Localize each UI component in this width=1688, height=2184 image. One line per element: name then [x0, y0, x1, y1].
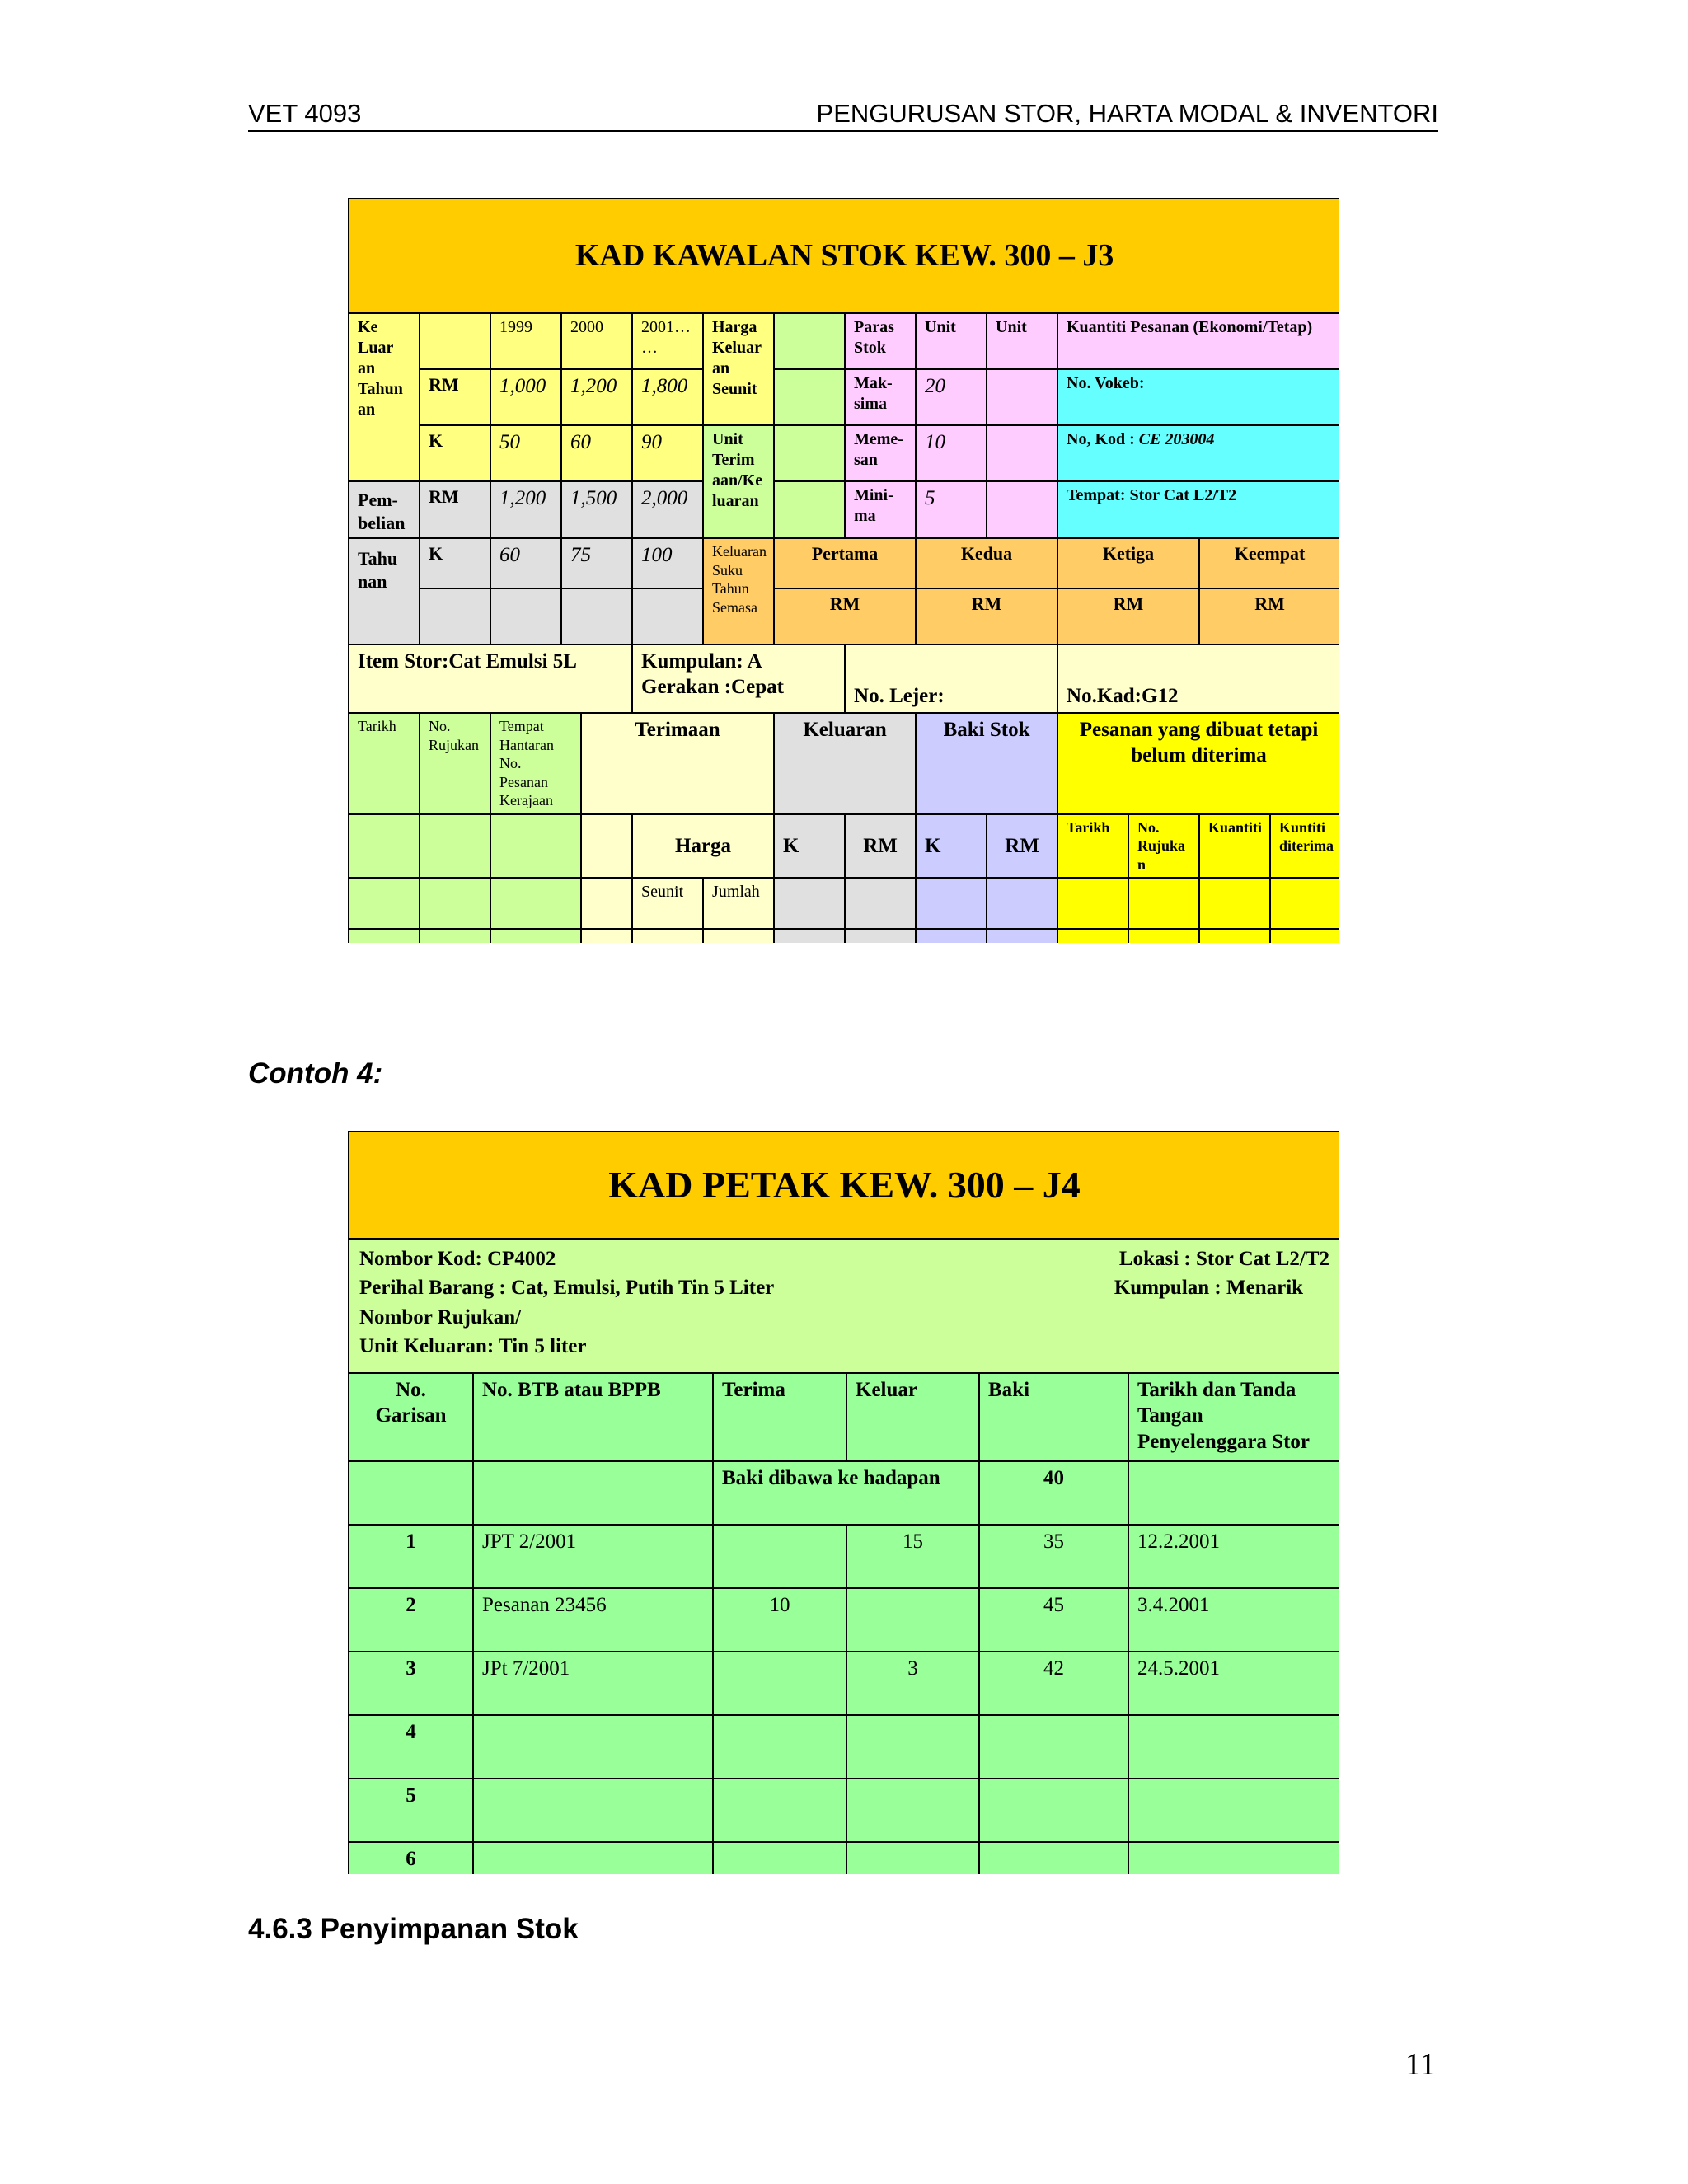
row-keluar — [846, 1715, 979, 1779]
row-no: 3 — [349, 1652, 473, 1715]
card2-title: KAD PETAK KEW. 300 – J4 — [349, 1132, 1339, 1239]
col-pesanan-belum-diterima: Pesanan yang dibuat tetapi belum diterima — [1057, 713, 1339, 814]
unit-header-1: Unit — [916, 313, 987, 369]
col-seunit: Seunit — [632, 878, 703, 929]
paras-stok: Paras Stok — [845, 313, 916, 369]
table-row — [349, 1842, 1339, 1874]
row-tarikh: 24.5.2001 — [1128, 1652, 1339, 1715]
keluaran-rm-2001: 1,800 — [632, 369, 703, 425]
keluaran-rm-label: RM — [420, 369, 490, 425]
col-baki-stok: Baki Stok — [916, 713, 1057, 814]
nombor-rujukan: Nombor Rujukan/ — [359, 1305, 522, 1329]
row-ref — [473, 1842, 713, 1874]
pembelian-rm-2001: 2,000 — [632, 481, 703, 538]
row-tarikh — [1128, 1779, 1339, 1842]
quarter-rm-3: RM — [1057, 588, 1199, 644]
unit-terimaan: Unit Terim aan/Ke luaran — [703, 425, 774, 538]
col-baki: Baki — [979, 1373, 1128, 1461]
maksima-label: Mak- sima — [845, 369, 916, 425]
keluaran-tahunan-label: Ke Luar an Tahun an — [349, 313, 420, 481]
row-baki — [979, 1779, 1128, 1842]
tahunan-label: Tahu nan — [349, 538, 420, 644]
col-keluaran-k: K — [774, 814, 845, 879]
section-heading: 4.6.3 Penyimpanan Stok — [248, 1913, 579, 1945]
memesan-label: Meme- san — [845, 425, 916, 481]
contoh-label: Contoh 4: — [248, 1057, 383, 1090]
col-terima: Terima — [713, 1373, 846, 1461]
item-stor: Item Stor:Cat Emulsi 5L — [349, 644, 632, 713]
pembelian-rm-2000: 1,500 — [561, 481, 632, 538]
row-tarikh — [1128, 1715, 1339, 1779]
baki-dibawa-label: Baki dibawa ke hadapan — [713, 1461, 979, 1525]
course-code: VET 4093 — [248, 99, 362, 128]
row-baki: 45 — [979, 1588, 1128, 1652]
pembelian-k-2000: 75 — [561, 538, 632, 588]
row-ref — [473, 1715, 713, 1779]
row-terima — [713, 1715, 846, 1779]
row-ref: Pesanan 23456 — [473, 1588, 713, 1652]
row-terima — [713, 1842, 846, 1874]
keluaran-suku-tahun: Keluaran Suku Tahun Semasa — [703, 538, 774, 644]
row-terima — [713, 1652, 846, 1715]
row-ref — [473, 1779, 713, 1842]
row-baki: 42 — [979, 1652, 1128, 1715]
row-terima — [713, 1525, 846, 1588]
page-header — [248, 97, 1438, 132]
keluaran-rm-1999: 1,000 — [490, 369, 561, 425]
col-keluaran: Keluaran — [774, 713, 916, 814]
quarter-rm-2: RM — [916, 588, 1057, 644]
quarter-rm-1: RM — [774, 588, 916, 644]
keluaran-rm-2000: 1,200 — [561, 369, 632, 425]
quarter-pertama: Pertama — [774, 538, 916, 588]
lokasi: Lokasi : Stor Cat L2/T2 — [1118, 1248, 1330, 1270]
minima-value: 5 — [916, 481, 987, 538]
no-lejer: No. Lejer: — [845, 644, 1057, 713]
harga-keluaran-seunit: Harga Keluar an Seunit — [703, 313, 774, 425]
col-no-btb: No. BTB atau BPPB — [473, 1373, 713, 1461]
col-harga: Harga — [632, 814, 774, 879]
table-row — [349, 1715, 1339, 1779]
pembelian-k-1999: 60 — [490, 538, 561, 588]
bin-card — [348, 1131, 1339, 1874]
minima-label: Mini- ma — [845, 481, 916, 538]
row-no: 5 — [349, 1779, 473, 1842]
pembelian-rm-label: RM — [420, 481, 490, 538]
tempat-stor: Tempat: Stor Cat L2/T2 — [1057, 481, 1339, 538]
row-keluar — [846, 1842, 979, 1874]
col-baki-k: K — [916, 814, 987, 879]
row-tarikh: 12.2.2001 — [1128, 1525, 1339, 1588]
kumpulan: Kumpulan: A — [641, 650, 762, 673]
kumpulan: Kumpulan : Menarik — [1114, 1277, 1304, 1300]
row-tarikh — [1128, 1842, 1339, 1874]
row-tarikh: 3.4.2001 — [1128, 1588, 1339, 1652]
row-no: 6 — [349, 1842, 473, 1874]
maksima-value: 20 — [916, 369, 987, 425]
col-tarikh-tanda-tangan: Tarikh dan Tanda Tangan Penyelenggara Stor — [1128, 1373, 1339, 1461]
keluaran-k-2001: 90 — [632, 425, 703, 481]
col-keluaran-rm: RM — [845, 814, 916, 879]
col-pesanan-kuntiti-diterima: Kuntiti diterima — [1270, 814, 1339, 879]
col-pesanan-kuantiti: Kuantiti — [1199, 814, 1270, 879]
row-baki: 35 — [979, 1525, 1128, 1588]
col-pesanan-tarikh: Tarikh — [1057, 814, 1128, 879]
nombor-kod: Nombor Kod: CP4002 — [359, 1248, 556, 1270]
col-terimaan: Terimaan — [581, 713, 774, 814]
table-row — [349, 1652, 1339, 1715]
year-1999: 1999 — [490, 313, 561, 369]
col-keluar: Keluar — [846, 1373, 979, 1461]
col-no-rujukan: No. Rujukan — [420, 713, 490, 814]
row-keluar: 15 — [846, 1525, 979, 1588]
col-no-garisan: No. Garisan — [349, 1373, 473, 1461]
pembelian-k-label: K — [420, 538, 490, 588]
table-row — [349, 1588, 1339, 1652]
unit-keluaran: Unit Keluaran: Tin 5 liter — [359, 1334, 587, 1357]
no-vokeb: No. Vokeb: — [1057, 369, 1339, 425]
kumpulan-gerakan — [632, 644, 845, 713]
col-jumlah: Jumlah — [703, 878, 774, 929]
quarter-kedua: Kedua — [916, 538, 1057, 588]
row-terima: 10 — [713, 1588, 846, 1652]
unit-header-2: Unit — [987, 313, 1057, 369]
row-ref: JPt 7/2001 — [473, 1652, 713, 1715]
quarter-keempat: Keempat — [1199, 538, 1339, 588]
col-tempat-hantaran: Tempat Hantaran No. Pesanan Kerajaan — [490, 713, 581, 814]
col-pesanan-no-rujukan: No. Rujuka n — [1128, 814, 1199, 879]
row-keluar — [846, 1779, 979, 1842]
keluaran-k-label: K — [420, 425, 490, 481]
keluaran-k-1999: 50 — [490, 425, 561, 481]
table-row — [349, 1779, 1339, 1842]
row-baki — [979, 1715, 1128, 1779]
row-ref: JPT 2/2001 — [473, 1525, 713, 1588]
pembelian-rm-1999: 1,200 — [490, 481, 561, 538]
baki-dibawa-value: 40 — [979, 1461, 1128, 1525]
row-keluar: 3 — [846, 1652, 979, 1715]
card1-title: KAD KAWALAN STOK KEW. 300 – J3 — [349, 199, 1339, 313]
memesan-value: 10 — [916, 425, 987, 481]
row-keluar — [846, 1588, 979, 1652]
col-baki-rm: RM — [987, 814, 1057, 879]
row-no: 2 — [349, 1588, 473, 1652]
row-terima — [713, 1779, 846, 1842]
no-kad: No.Kad:G12 — [1057, 644, 1339, 713]
year-2001: 2001… … — [632, 313, 703, 369]
no-kod-label: No, Kod : — [1067, 430, 1139, 448]
pembelian-k-2001: 100 — [632, 538, 703, 588]
year-2000: 2000 — [561, 313, 632, 369]
row-baki — [979, 1842, 1128, 1874]
perihal-barang: Perihal Barang : Cat, Emulsi, Putih Tin 5 Liter — [359, 1277, 775, 1300]
row-no: 1 — [349, 1525, 473, 1588]
pembelian-label: Pem- belian — [349, 481, 420, 538]
quarter-ketiga: Ketiga — [1057, 538, 1199, 588]
no-kod-value: CE 203004 — [1138, 430, 1215, 448]
col-tarikh: Tarikh — [349, 713, 420, 814]
quarter-rm-4: RM — [1199, 588, 1339, 644]
no-kod — [1057, 425, 1339, 481]
gerakan: Gerakan :Cepat — [641, 676, 784, 699]
stock-control-card — [348, 198, 1339, 943]
keluaran-k-2000: 60 — [561, 425, 632, 481]
course-title: PENGURUSAN STOR, HARTA MODAL & INVENTORI — [816, 99, 1438, 128]
row-no: 4 — [349, 1715, 473, 1779]
table-row — [349, 1525, 1339, 1588]
page-number: 11 — [1405, 2047, 1436, 2082]
kuantiti-pesanan: Kuantiti Pesanan (Ekonomi/Tetap) — [1057, 313, 1339, 369]
